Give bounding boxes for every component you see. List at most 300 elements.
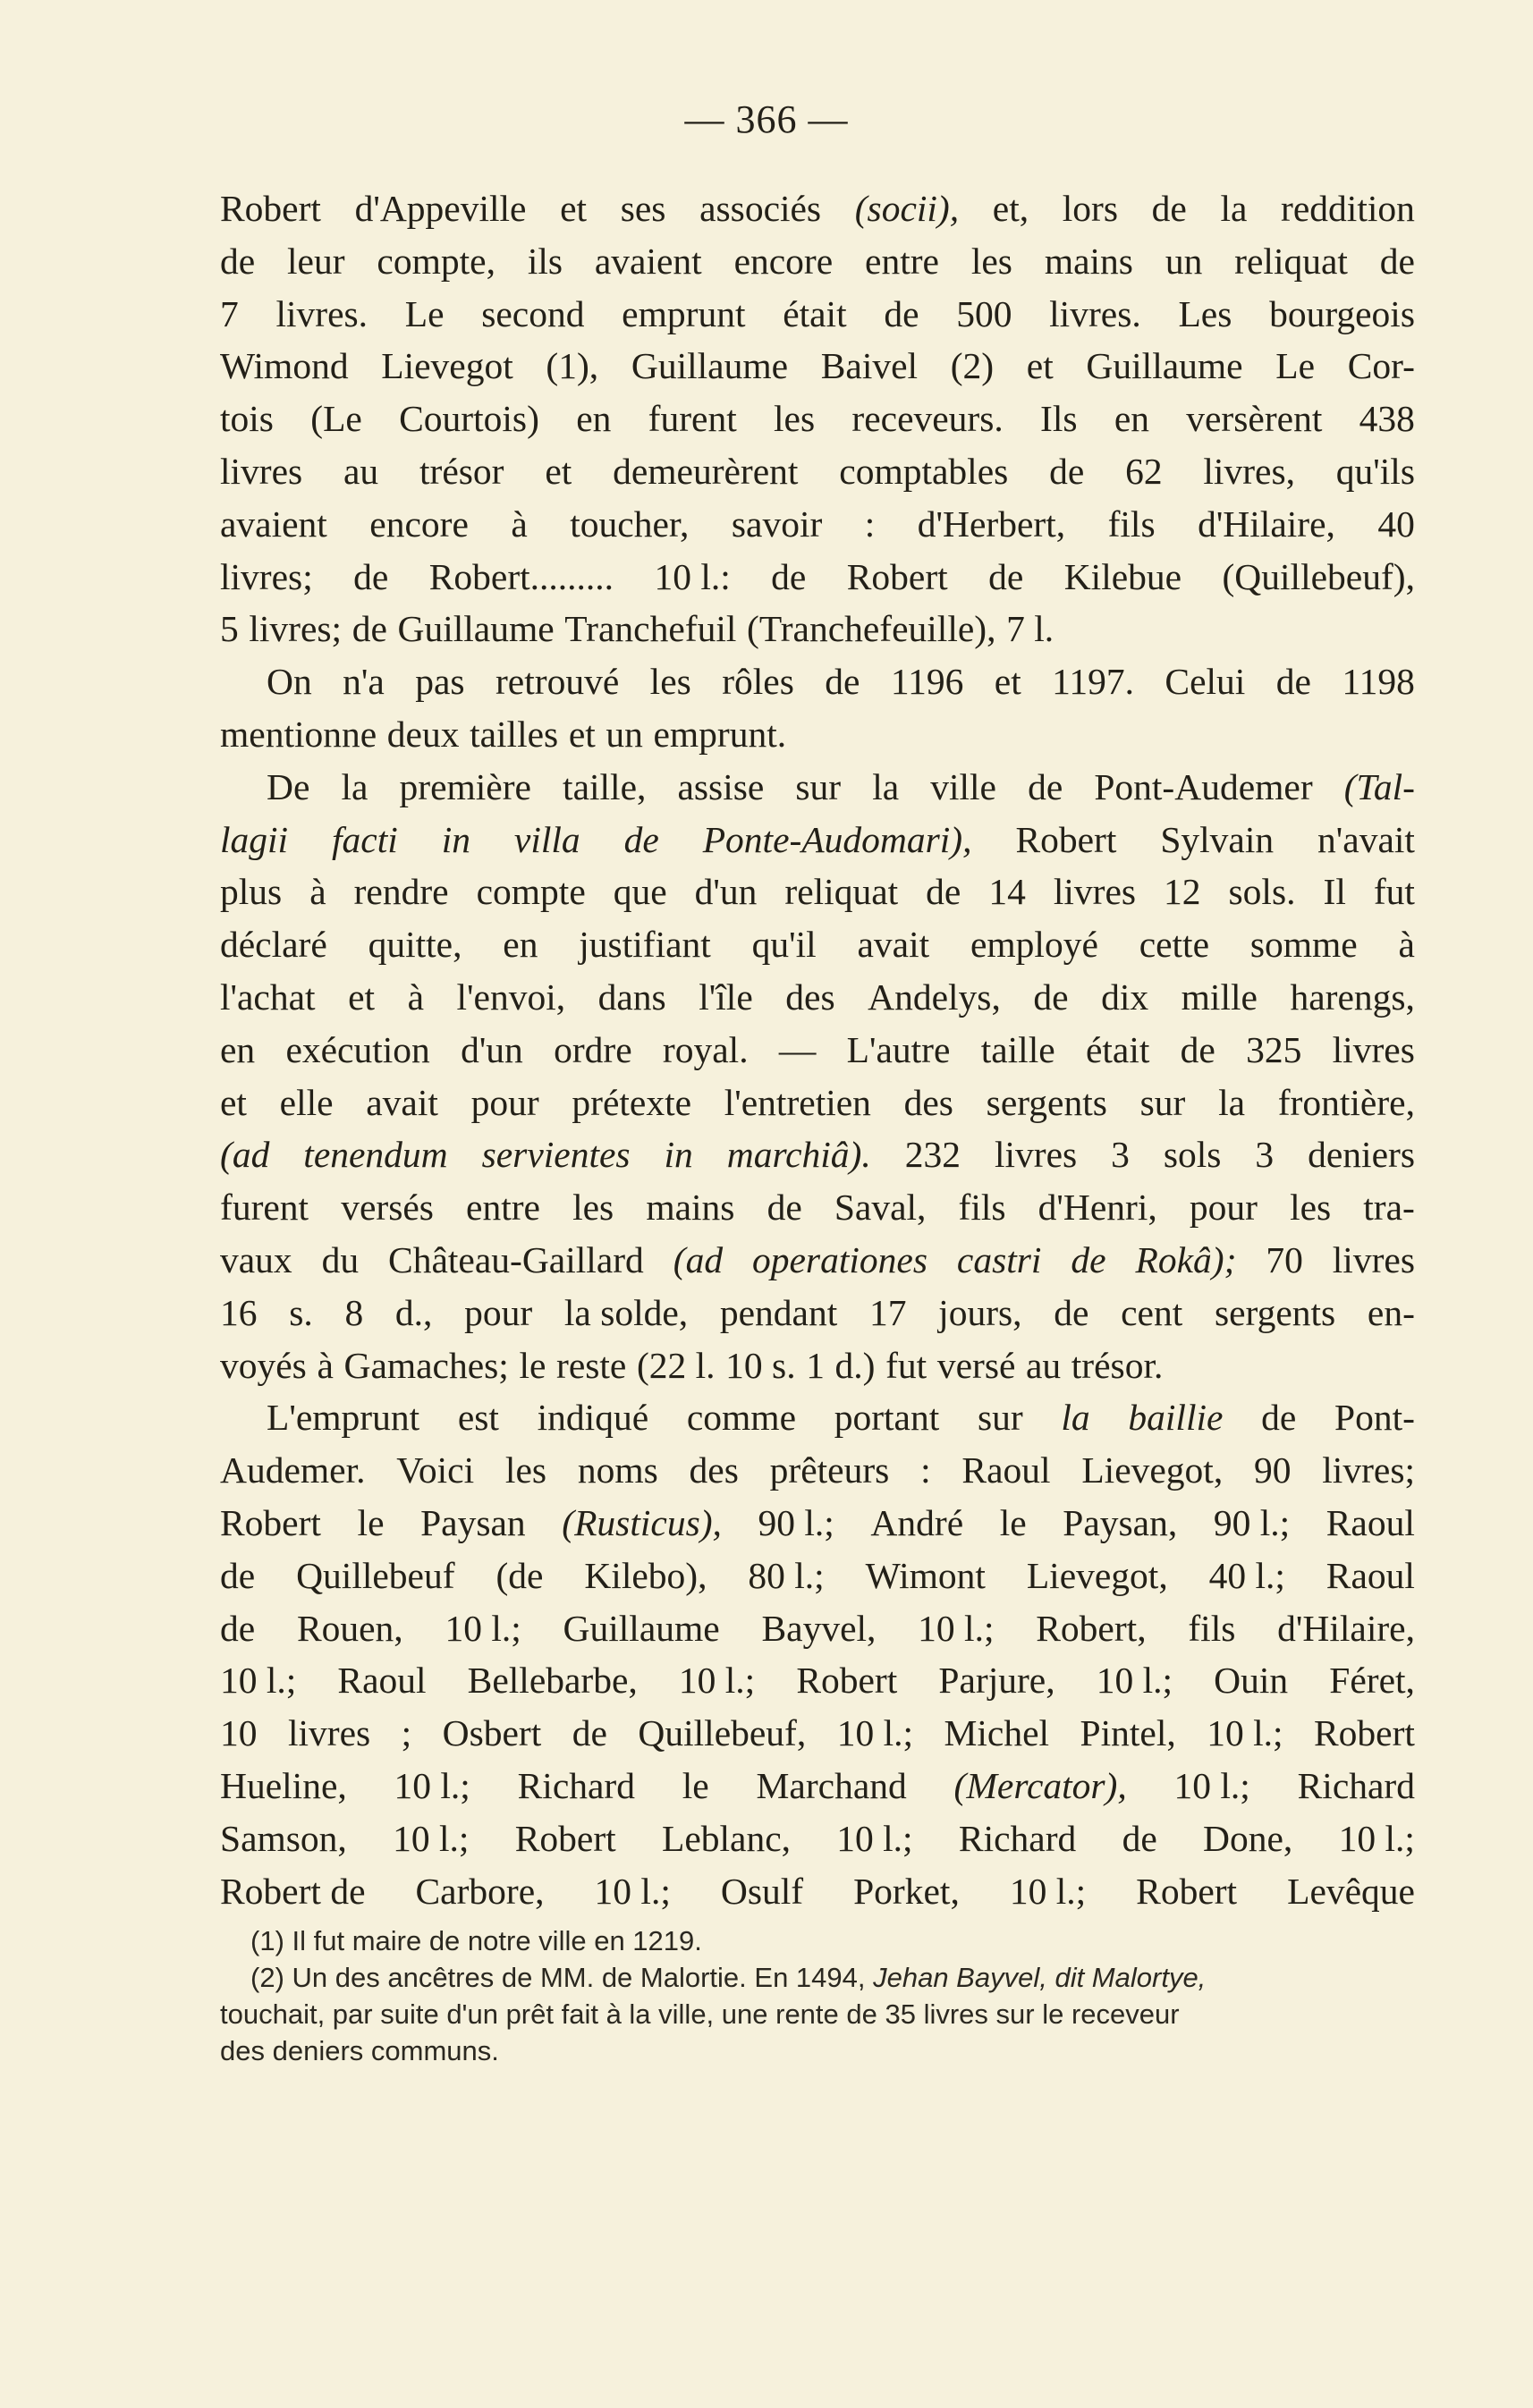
latin-term: castri [956, 1238, 1042, 1280]
word: livres [1332, 1238, 1415, 1280]
word: L'emprunt [267, 1397, 420, 1439]
word: deniers [1308, 1134, 1415, 1176]
word: retrouvé [495, 661, 620, 703]
text-line [220, 761, 1415, 814]
word: 7 [220, 292, 239, 334]
word: et, [992, 188, 1029, 229]
word: 10 [220, 1712, 258, 1754]
word: 10 l.; [1096, 1660, 1173, 1702]
word: deux [386, 713, 460, 755]
word: et [348, 976, 376, 1018]
word: de [1028, 765, 1063, 807]
word: était [783, 292, 847, 334]
word: Cor- [1347, 345, 1415, 387]
text-line [220, 340, 1415, 393]
word: livres. [275, 292, 368, 334]
word: en [503, 924, 538, 966]
word: 10 l.; [1173, 1764, 1250, 1806]
text-line [220, 1077, 1415, 1129]
word: fut [1373, 871, 1415, 913]
text-line [220, 971, 1415, 1024]
word: 7 l. [1006, 608, 1054, 650]
word: rôles [722, 661, 794, 703]
word: versèrent [1186, 398, 1323, 440]
word: Osbert [442, 1712, 542, 1754]
word: Levêque [1287, 1870, 1415, 1912]
word: d., [394, 1291, 433, 1333]
word: 12 [1164, 871, 1201, 913]
word: 10 l.; [1338, 1817, 1415, 1859]
word: d'Hilaire, [1277, 1607, 1415, 1649]
footnote-ref: (2) [950, 345, 995, 387]
word: et [568, 713, 596, 755]
word: sols [1163, 1134, 1222, 1176]
latin-term: Ponte-Audomari), [702, 818, 972, 860]
footnote-ref: (1), [546, 345, 599, 387]
word: Hueline, [220, 1764, 347, 1806]
italic-term: baillie [1128, 1397, 1224, 1439]
word: avaient [220, 503, 327, 545]
word: qu'ils [1335, 450, 1415, 492]
word: 10 l.; [445, 1607, 521, 1649]
word: Rouen, [296, 1607, 403, 1649]
word: l'entretien [724, 1081, 871, 1123]
word: 90 l.; [758, 1501, 834, 1543]
word: Robert [846, 555, 948, 597]
word: Le [1275, 345, 1316, 387]
text-line [220, 603, 1415, 655]
word: de [988, 555, 1024, 597]
word: associés [699, 188, 822, 229]
word: et [545, 450, 572, 492]
word: 10 l.: [654, 555, 731, 597]
word: Michel [944, 1712, 1050, 1754]
word: 3 [1111, 1134, 1130, 1176]
text-line [220, 1707, 1415, 1760]
text-line [220, 288, 1415, 341]
word: Ouin [1214, 1660, 1289, 1702]
word: avait [857, 924, 930, 966]
word: Guillaume [1086, 345, 1243, 387]
word: était [1085, 1028, 1150, 1070]
word: Ils [1040, 398, 1078, 440]
word: à [1398, 924, 1415, 966]
word: d'Herbert, [917, 503, 1066, 545]
latin-term: operationes [752, 1238, 927, 1280]
word: la [872, 765, 900, 807]
word: de [220, 1607, 256, 1649]
word: les [774, 398, 816, 440]
word: pas [415, 661, 465, 703]
word: Kilebo), [584, 1554, 707, 1596]
word: taille, [563, 765, 647, 807]
word: rendre [353, 871, 449, 913]
word: le [999, 1501, 1027, 1543]
word: versé [936, 1344, 1016, 1386]
word: Bayvel, [761, 1607, 877, 1649]
word: première [399, 765, 531, 807]
word: de [220, 1554, 256, 1596]
word: reddition [1281, 188, 1415, 229]
word: des [903, 1081, 953, 1123]
footnote-2-cont: touchait, par suite d'un prêt fait à la ville, une rente de 35 livres sur le receveur [220, 1998, 1180, 2030]
word: Celui [1165, 661, 1246, 703]
text-line [220, 1760, 1415, 1812]
word: compte, [377, 240, 495, 282]
word: trésor [419, 450, 504, 492]
word: 10 l.; [220, 1660, 297, 1702]
word: Leblanc, [661, 1817, 791, 1859]
word: Raoul [1325, 1501, 1415, 1543]
word: Kilebue [1063, 555, 1182, 597]
word: que [613, 871, 667, 913]
word: Féret, [1329, 1660, 1415, 1702]
word: mains [1044, 240, 1133, 282]
word: prêteurs [769, 1449, 890, 1491]
word: fils [1188, 1607, 1236, 1649]
word: d'Hilaire, [1198, 503, 1335, 545]
word: l'achat [220, 976, 316, 1018]
text-line [220, 551, 1415, 604]
word: On [267, 661, 312, 703]
word: Richard [1297, 1764, 1415, 1806]
word: tois [220, 398, 274, 440]
word: Guillaume [397, 608, 555, 650]
word: d'Appeville [354, 188, 527, 229]
text-line [220, 655, 1415, 708]
text-line [220, 1654, 1415, 1707]
latin-term: (ad [673, 1238, 724, 1280]
text-line [220, 1391, 1415, 1444]
word: en- [1367, 1291, 1415, 1333]
word: Robert [514, 1817, 616, 1859]
word: de [884, 292, 919, 334]
word: comptables [839, 450, 1009, 492]
word: 10 l.; [594, 1870, 671, 1912]
word: Porket, [853, 1870, 960, 1912]
word: n'avait [1317, 818, 1415, 860]
word: Bellebarbe, [467, 1660, 638, 1702]
word: livres; [1322, 1449, 1415, 1491]
latin-term: lagii [220, 818, 289, 860]
word: la [341, 765, 368, 807]
word: tailles [470, 713, 559, 755]
word: demeurèrent [613, 450, 799, 492]
word: de [353, 555, 389, 597]
word: de [766, 1187, 802, 1229]
word: 90 [1253, 1449, 1292, 1491]
word: Voici [396, 1449, 475, 1491]
word: : [920, 1449, 931, 1491]
word: Raoul [961, 1449, 1051, 1491]
word: mille [1181, 976, 1258, 1018]
word: 40 [1377, 503, 1415, 545]
word: (22 l. [636, 1344, 716, 1386]
latin-term: in [441, 818, 470, 860]
word: cette [1139, 924, 1210, 966]
word: 438 [1359, 398, 1415, 440]
word: Audemer. [220, 1449, 366, 1491]
word: livres. [1049, 292, 1141, 334]
word: Sylvain [1160, 818, 1275, 860]
word: Robert, [1036, 1607, 1147, 1649]
word: 16 [220, 1291, 258, 1333]
latin-term: (ad [220, 1134, 270, 1176]
italic-term: la [1061, 1397, 1090, 1439]
word: Carbore, [415, 1870, 545, 1912]
word: mentionne [220, 713, 377, 755]
word: d'un [461, 1028, 523, 1070]
word: de [351, 608, 387, 650]
word: fils [958, 1187, 1006, 1229]
word: somme [1249, 924, 1358, 966]
word: avaient [594, 240, 702, 282]
word: Parjure, [938, 1660, 1055, 1702]
latin-term: tenendum [303, 1134, 448, 1176]
word: 14 [988, 871, 1026, 913]
latin-term: (socii), [854, 188, 960, 229]
word: toucher, [570, 503, 690, 545]
word: en [1114, 398, 1149, 440]
word: exécution [285, 1028, 430, 1070]
word: Paysan [420, 1501, 526, 1543]
word: et [560, 188, 588, 229]
word: sur [795, 765, 842, 807]
text-line [220, 1550, 1415, 1602]
word: de [1049, 450, 1085, 492]
word: à [317, 1344, 334, 1386]
word: Tranchefuil [564, 608, 737, 650]
text-line [220, 1128, 1415, 1181]
word: Quillebeuf, [638, 1712, 807, 1754]
word: pour [1189, 1187, 1258, 1229]
word: André [870, 1501, 964, 1543]
text-line [220, 445, 1415, 498]
word: 1196 [890, 661, 964, 703]
word: Marchand [756, 1764, 907, 1806]
word: reliquat [784, 871, 899, 913]
word: Richard [958, 1817, 1077, 1859]
word: de [1033, 976, 1069, 1018]
word: 10 l.; [1207, 1712, 1283, 1754]
word: des [689, 1449, 739, 1491]
word: 1198 [1342, 661, 1415, 703]
word: Les [1178, 292, 1232, 334]
word: dans [597, 976, 666, 1018]
word: pour [464, 1291, 533, 1333]
word: receveurs. [851, 398, 1004, 440]
text-line [220, 1444, 1415, 1497]
word: furent [220, 1187, 309, 1229]
word: la solde, [563, 1291, 689, 1333]
word: emprunt [622, 292, 746, 334]
word: 10 l.; [394, 1764, 470, 1806]
word: plus [220, 871, 283, 913]
word: 10 l.; [836, 1712, 914, 1754]
word: encore [369, 503, 469, 545]
word: un [1165, 240, 1203, 282]
word: de [1151, 188, 1187, 229]
text-line [220, 1865, 1415, 1918]
word: Baivel [820, 345, 919, 387]
word: Pont-Audemer [1094, 765, 1313, 807]
word: l'envoi, [456, 976, 566, 1018]
footnote-1: (1) Il fut maire de notre ville en 1219. [250, 1925, 702, 1956]
text-line [220, 1287, 1415, 1339]
word: entre [466, 1187, 540, 1229]
word: 10 l.; [836, 1817, 913, 1859]
word: 1197. [1052, 661, 1134, 703]
word: de [1180, 1028, 1215, 1070]
word: livres; [249, 608, 343, 650]
word: livres [287, 1712, 371, 1754]
word: Osulf [720, 1870, 804, 1912]
word: le [519, 1344, 546, 1386]
word: taille [980, 1028, 1055, 1070]
word: de [825, 661, 860, 703]
word: Andelys, [868, 976, 1001, 1018]
text-line [220, 182, 1415, 235]
footnote-2-text: (2) Un des ancêtres de MM. de Malortie. En 1494, [250, 1962, 874, 1993]
word: en [576, 398, 612, 440]
latin-term: de [1071, 1238, 1106, 1280]
word: de [926, 871, 961, 913]
text-line [220, 393, 1415, 445]
word: prétexte [572, 1081, 692, 1123]
page-number: — 366 — [684, 97, 849, 141]
word: d.) [834, 1344, 876, 1386]
word: quitte, [368, 924, 462, 966]
word: Done, [1203, 1817, 1293, 1859]
word: Guillaume [563, 1607, 720, 1649]
word: Guillaume [631, 345, 789, 387]
word: Saval, [834, 1187, 927, 1229]
text-line [220, 918, 1415, 971]
word: trésor. [1071, 1344, 1164, 1386]
word: Robert [220, 188, 321, 229]
latin-term: (Rusticus), [562, 1501, 722, 1543]
word: Gamaches; [343, 1344, 509, 1386]
latin-term: servientes [481, 1134, 631, 1176]
word: sols. [1228, 871, 1296, 913]
word: fut [885, 1344, 927, 1386]
word: livres [220, 450, 303, 492]
latin-term: villa [513, 818, 580, 860]
word: Robert de [220, 1870, 366, 1912]
word: second [481, 292, 585, 334]
text-line [220, 1024, 1415, 1077]
word: mains [646, 1187, 735, 1229]
word: de [771, 555, 807, 597]
word: — [778, 1028, 817, 1070]
word: harengs, [1290, 976, 1415, 1018]
word: Raoul [337, 1660, 427, 1702]
word: livres, [1203, 450, 1295, 492]
latin-term: Rokâ); [1135, 1238, 1237, 1280]
word: justifiant [579, 924, 711, 966]
word: de [1122, 1817, 1157, 1859]
word: à [407, 976, 424, 1018]
word: 10 l.; [678, 1660, 756, 1702]
word: L'autre [846, 1028, 951, 1070]
word: comme [686, 1397, 796, 1439]
word: livres [1332, 1028, 1415, 1070]
word: 5 [220, 608, 239, 650]
word: assise [677, 765, 765, 807]
word: Lievegot [381, 345, 513, 387]
text-line [220, 1181, 1415, 1234]
word: l'île [699, 976, 753, 1018]
word: Pont- [1334, 1397, 1415, 1439]
word: elle [279, 1081, 334, 1123]
word: 80 l.; [748, 1554, 825, 1596]
word: 232 [904, 1134, 961, 1176]
word: lors [1062, 188, 1118, 229]
word: voyés [220, 1344, 307, 1386]
word: de [572, 1712, 607, 1754]
word: (Quillebeuf), [1222, 555, 1415, 597]
word: leur [287, 240, 345, 282]
word: Robert [220, 1501, 321, 1543]
word: royal. [662, 1028, 749, 1070]
word: Richard [517, 1764, 635, 1806]
word: reste [556, 1344, 627, 1386]
latin-term: (Mercator), [953, 1764, 1127, 1806]
word: versés [341, 1187, 434, 1229]
word: Courtois) [399, 398, 539, 440]
word: Robert [1314, 1712, 1415, 1754]
word: sur [977, 1397, 1023, 1439]
latin-term: facti [332, 818, 398, 860]
text-line [220, 1812, 1415, 1865]
word: pour [470, 1081, 539, 1123]
word: le [682, 1764, 709, 1806]
word: les [649, 661, 691, 703]
word: employé [970, 924, 1098, 966]
footnote-2-name: Jehan Bayvel, dit Malortye, [873, 1962, 1207, 1993]
word: 10 l.; [918, 1607, 995, 1649]
word: ; [401, 1712, 412, 1754]
word: Lievegot, [1081, 1449, 1224, 1491]
word: en [220, 1028, 256, 1070]
word: furent [648, 398, 737, 440]
word: sur [1139, 1081, 1186, 1123]
word: Quillebeuf [296, 1554, 455, 1596]
word: de [220, 240, 256, 282]
word: un [606, 713, 643, 755]
word: 10 l.; [393, 1817, 470, 1859]
word: Wimont [865, 1554, 986, 1596]
word: encore [733, 240, 834, 282]
word: Le [404, 292, 445, 334]
word: Lievegot, [1026, 1554, 1168, 1596]
word: dix [1101, 976, 1149, 1018]
word: ville [930, 765, 996, 807]
word: n'a [343, 661, 385, 703]
word: Raoul [1325, 1554, 1415, 1596]
word: 10 s. [725, 1344, 796, 1386]
word: 10 l.; [1009, 1870, 1087, 1912]
word: de [1261, 1397, 1297, 1439]
word: livres; [220, 555, 313, 597]
word: les [572, 1187, 614, 1229]
word: des [785, 976, 835, 1018]
word: sergents [986, 1081, 1107, 1123]
body-text [220, 182, 1415, 1917]
word: de [1054, 1291, 1089, 1333]
word: entre [865, 240, 939, 282]
word: les [504, 1449, 547, 1491]
